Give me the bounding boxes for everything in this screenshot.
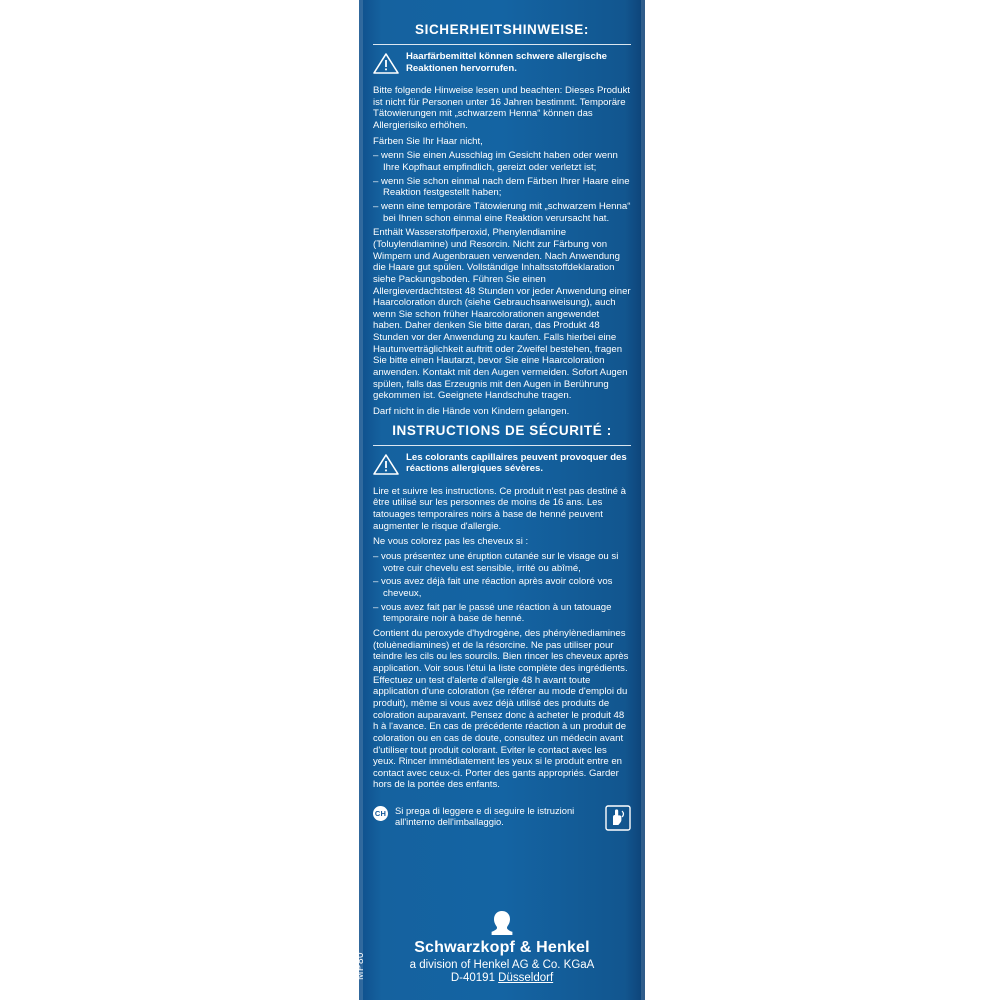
- swiss-note-row: [373, 805, 631, 831]
- french-paragraph-3: Contient du peroxyde d'hydrogène, des phénylènediamines (toluènediamines) et de la résorcine. Ne pas utiliser pour teindre les cils ou les sourcils. Bien rincer les cheveux après application. Voir sous l'étui la liste complète des ingrédients. Effectuez un test d'alerte d'allergie 48 h avant toute application d'une coloration (se référer au mode d'emploi du produit), même si vous avez déjà utilisé des produits de coloration auparavant. Pensez donc à acheter le produit 48 h à l'avance. En cas de précédente réaction à un produit de coloration ou en cas de doute, consultez un médecin avant d'utiliser tout produit colorant. Eviter le contact avec les yeux. Rincer immédiatement les yeux si le produit entre en contact avec ceux-ci. Porter des gants appropriés. Garder hors de la portée des enfants.: [373, 627, 629, 791]
- package-right-edge: [641, 0, 645, 1000]
- warning-triangle-icon: [373, 453, 399, 480]
- background-left: [0, 0, 359, 1000]
- brand-address: D-40191 Düsseldorf: [450, 972, 554, 984]
- german-bullet-list: [373, 150, 631, 224]
- french-section-title: INSTRUCTIONS DE SÉCURITÉ :: [392, 422, 612, 438]
- list-item: – wenn eine temporäre Tätowierung mit „schwarzem Henna“ bei Ihnen schon einmal eine Reaktion verursacht hat.: [373, 201, 631, 224]
- french-bullet-list: [373, 551, 631, 625]
- french-title-divider: [373, 445, 631, 446]
- german-warning-row: [373, 51, 631, 79]
- schwarzkopf-silhouette-icon: [487, 910, 517, 936]
- german-title-divider: [373, 44, 631, 45]
- product-package-panel: [359, 0, 645, 1000]
- package-left-edge: [359, 0, 363, 1000]
- swiss-note-text: Si prega di leggere e di seguire le istruzioni all'interno dell'imballaggio.: [395, 805, 575, 828]
- french-warning-row: [373, 452, 631, 480]
- brand-footer: [359, 910, 645, 984]
- brand-name: Schwarzkopf & Henkel: [414, 939, 590, 956]
- german-paragraph-2: Färben Sie Ihr Haar nicht,: [373, 135, 483, 147]
- german-section-title: SICHERHEITSHINWEISE:: [414, 22, 589, 37]
- brand-company: a division of Henkel AG & Co. KGaA: [409, 959, 595, 971]
- french-paragraph-1: Lire et suivre les instructions. Ce produit n'est pas destiné à être utilisé sur les personnes de moins de 16 ans. Les tatouages temporaires noirs à base de henné peuvent augmenter le risque d'allergie.: [373, 485, 626, 532]
- german-paragraph-3: Enthält Wasserstoffperoxid, Phenylendiamine (Toluylendiamine) und Resorcin. Nicht zur Färbung von Wimpern und Augenbrauen verwenden. Nach Anwendung die Haare gut spülen. Vollständige Inhaltsstoffdeklaration siehe Packungsboden. Führen Sie einen Allergieverdachtstest 48 Stunden vor jeder Anwendung einer Haarcoloration durch (siehe Gebrauchsanweisung), auch wenn Sie schon früher Haarcolorationen angewendet haben. Daher denken Sie bitte daran, das Produkt 48 Stunden vor der Anwendung zu kaufen. Falls hierbei eine Hautunverträglichkeit auftritt oder Zweifel bestehen, fragen Sie bitte einen Hautarzt, bevor Sie eine Haarcoloration anwenden. Kontakt mit den Augen vermeiden. Sofort Augen spülen, falls das Erzeugnis mit den Augen in Berührung gekommen ist. Geeignete Handschuhe tragen.: [373, 227, 631, 402]
- brand-address-city: Düsseldorf: [498, 972, 554, 984]
- list-item: – vous présentez une éruption cutanée sur le visage ou si votre cuir chevelu est sensible, irrité ou abîmé,: [373, 551, 631, 574]
- batch-code: MP80: [355, 951, 366, 980]
- background-right: [645, 0, 1000, 1000]
- list-item: – vous avez déjà fait une réaction après avoir coloré vos cheveux,: [373, 576, 631, 599]
- list-item: – wenn Sie schon einmal nach dem Färben Ihrer Haare eine Reaktion festgestellt haben;: [373, 176, 631, 199]
- german-paragraph-4: Darf nicht in die Hände von Kindern gelangen.: [373, 406, 570, 418]
- french-warning-text: Les colorants capillaires peuvent provoquer des réactions allergiques sévères.: [406, 451, 627, 475]
- warning-triangle-icon: [373, 52, 399, 79]
- list-item: – vous avez fait par le passé une réaction à un tatouage temporaire noir à base de henné.: [373, 602, 631, 625]
- german-paragraph-1: Bitte folgende Hinweise lesen und beachten: Dieses Produkt ist nicht für Personen unter 16 Jahren bestimmt. Temporäre Tätowierungen mit „schwarzem Henna“ können das Allergierisiko erhöhen.: [373, 85, 631, 131]
- ch-country-badge: CH: [373, 806, 388, 821]
- german-warning-text: Haarfärbemittel können schwere allergische Reaktionen hervorrufen.: [406, 51, 608, 74]
- list-item: – wenn Sie einen Ausschlag im Gesicht haben oder wenn Ihre Kopfhaut empfindlich, gereizt oder verletzt ist;: [373, 150, 631, 173]
- hand-leaflet-icon: [605, 805, 631, 831]
- french-paragraph-2: Ne vous colorez pas les cheveux si :: [373, 536, 529, 548]
